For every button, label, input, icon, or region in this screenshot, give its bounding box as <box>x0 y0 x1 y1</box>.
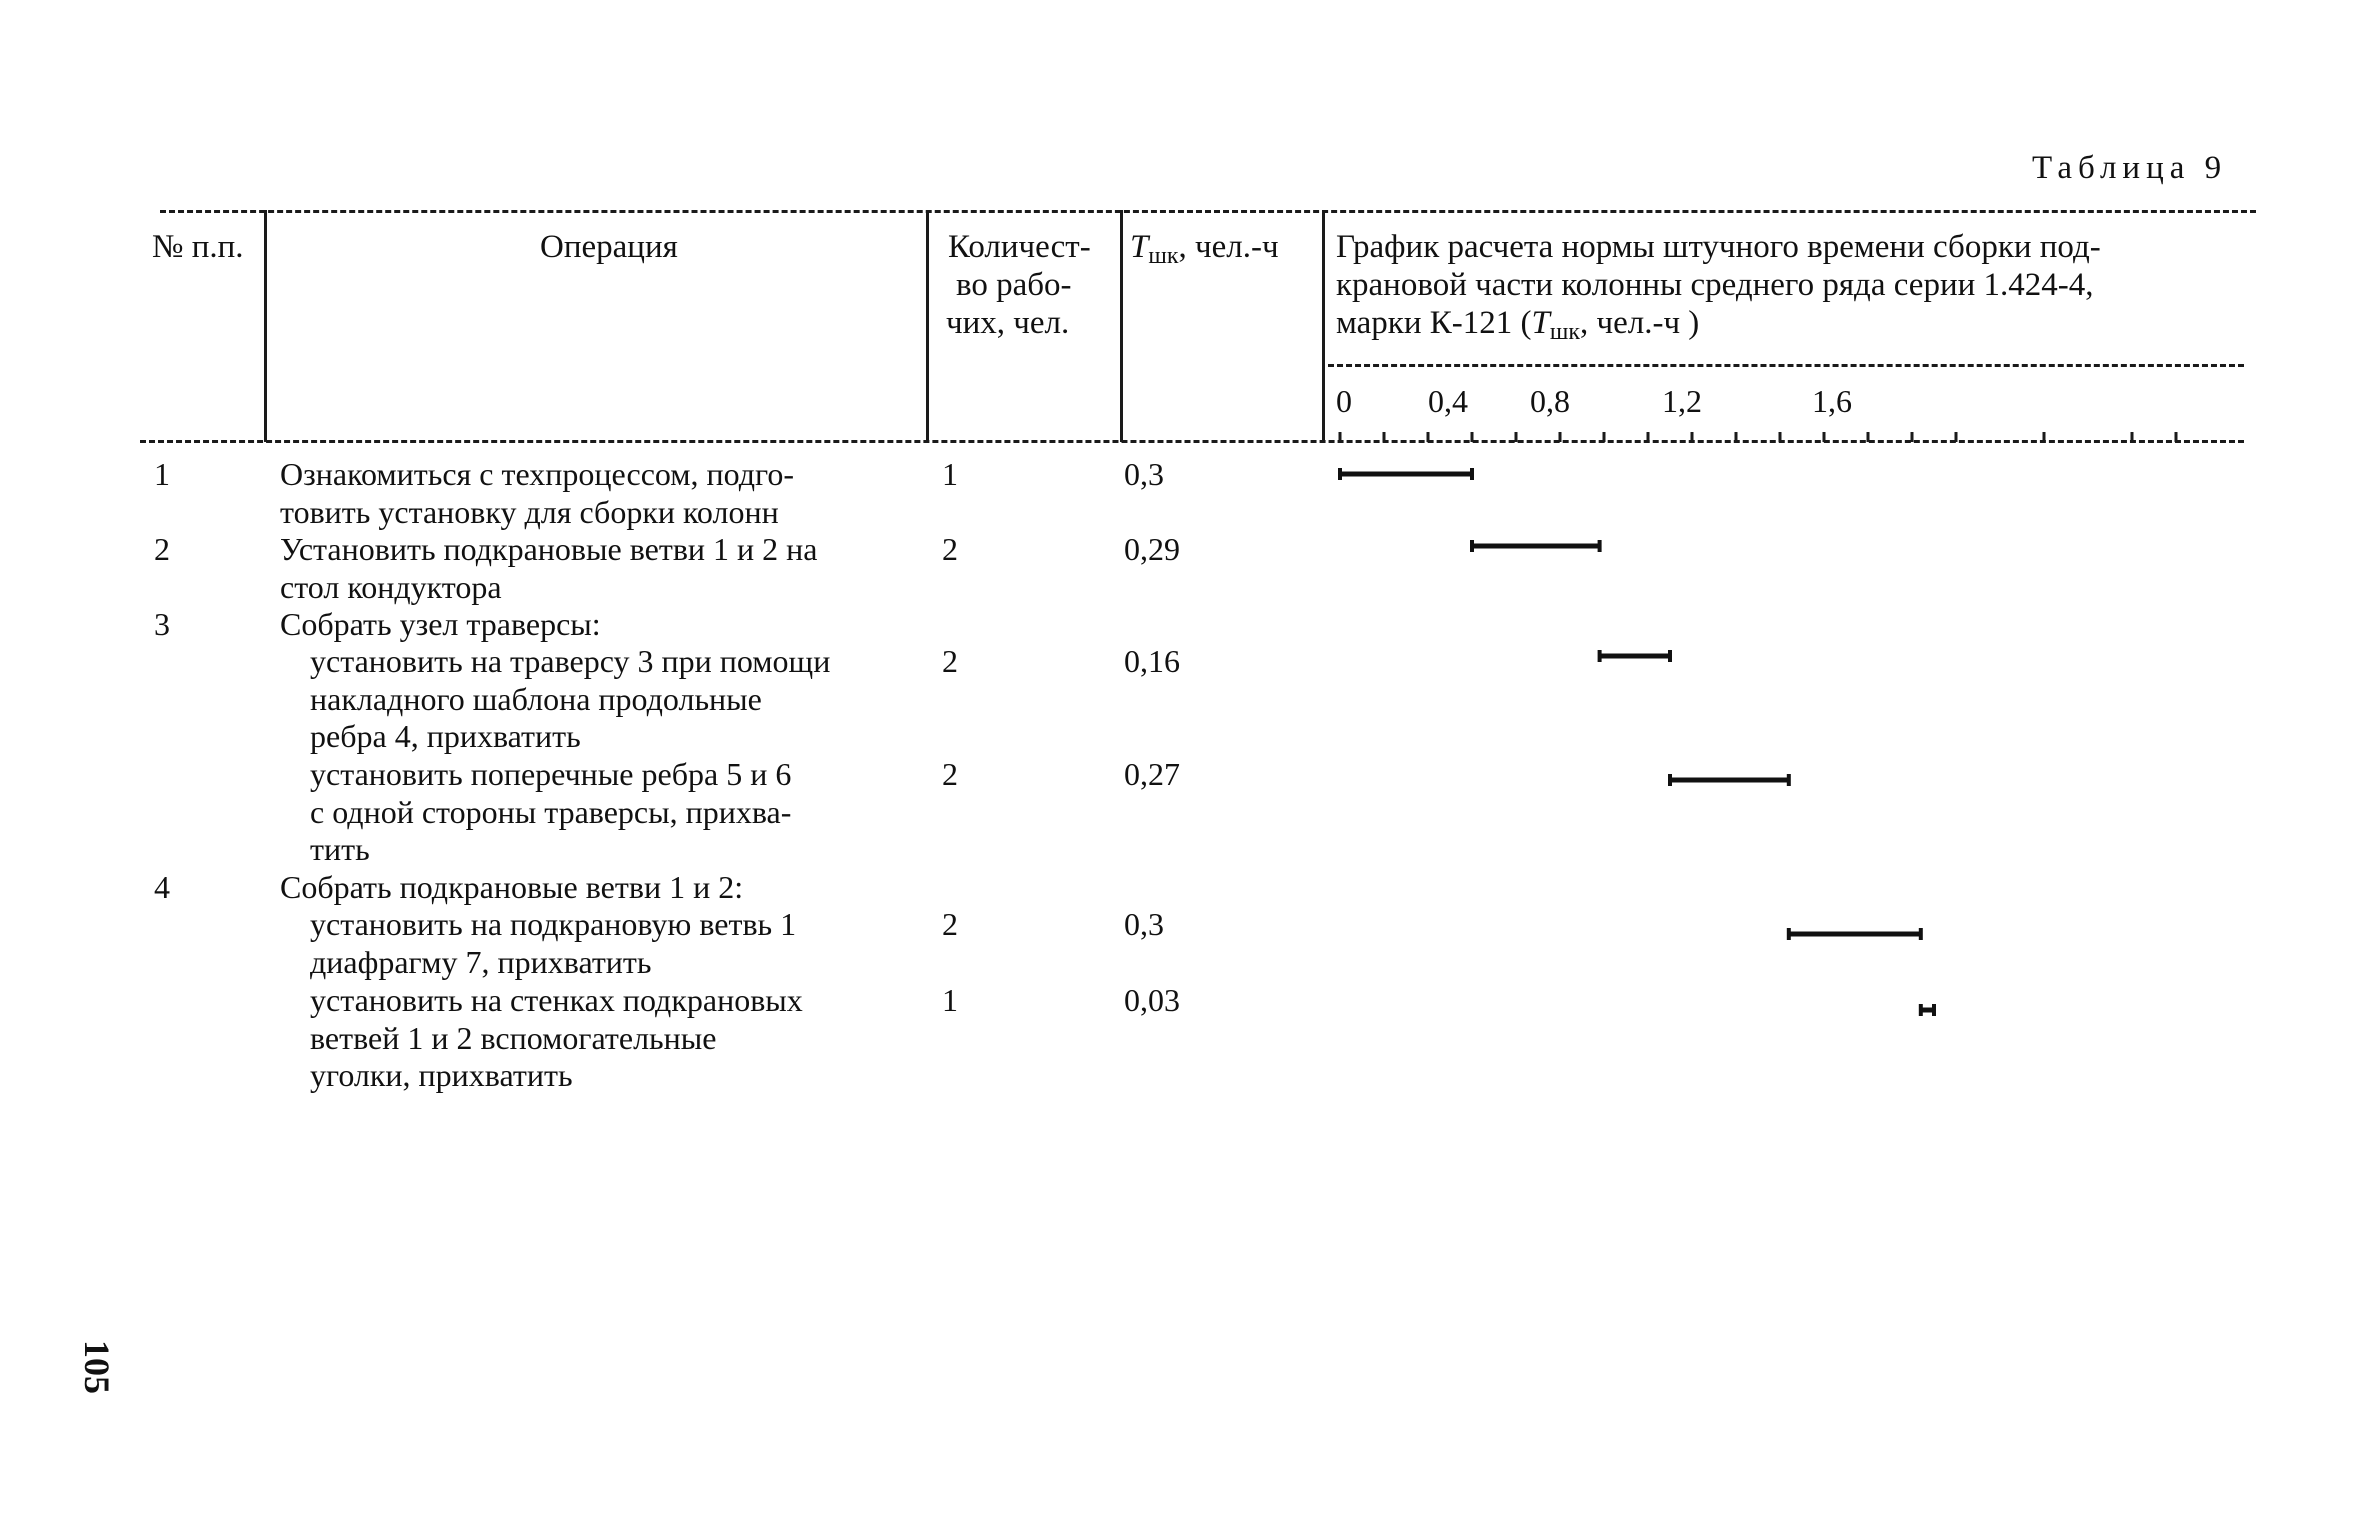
header-operation: Операция <box>540 229 678 265</box>
header-chart-line-3-prefix: марки К-121 ( <box>1336 305 1532 341</box>
scale-label: 1,2 <box>1662 383 1702 419</box>
time-value: 0,3 <box>1124 906 1164 942</box>
scale-label: 0,4 <box>1428 383 1468 419</box>
operation-text-line: установить на траверсу 3 при помощи <box>310 643 831 679</box>
operation-text-line: ребра 4, прихватить <box>310 718 581 754</box>
header-time-symbol: T <box>1130 229 1149 265</box>
scale-label: 1,6 <box>1812 383 1852 419</box>
operation-text-line: диафрагму 7, прихватить <box>310 943 652 980</box>
workers-count: 2 <box>942 756 958 792</box>
time-value: 0,29 <box>1124 531 1180 567</box>
time-value: 0,03 <box>1124 982 1180 1018</box>
gantt-bar <box>1472 540 1600 552</box>
operation-text-line: установить поперечные ребра 5 и 6 <box>310 756 792 792</box>
operation-text-line: Собрать подкрановые ветви 1 и 2: <box>280 869 744 905</box>
header-num: № п.п. <box>152 229 244 265</box>
operation-text-line: установить на стенках подкрановых <box>310 982 803 1018</box>
operation-text-line: с одной стороны траверсы, прихва- <box>310 793 792 830</box>
header-workers-line-1: Количест- <box>948 229 1091 265</box>
time-value: 0,3 <box>1124 456 1164 492</box>
table-title: Таблица 9 <box>2032 150 2228 186</box>
header-chart-line-1: График расчета нормы штучного времени сборки под- <box>1336 229 2101 265</box>
operation-text-line: стол кондуктора <box>280 568 502 605</box>
header-chart-unit: , чел.-ч ) <box>1580 305 1700 341</box>
header-workers-line-2: во рабо- <box>956 267 1072 303</box>
operation-text-line: ветвей 1 и 2 вспомогательные <box>310 1019 717 1056</box>
operation-text-line: Ознакомиться с техпроцессом, подго- <box>280 456 794 492</box>
operation-text-line: Установить подкрановые ветви 1 и 2 на <box>280 531 818 567</box>
header-workers-line-3: чих, чел. <box>946 305 1070 341</box>
header-time-unit: , чел.-ч <box>1178 229 1279 265</box>
gantt-bar <box>1921 1004 1934 1016</box>
gantt-bar <box>1670 774 1789 786</box>
header-chart-subscript: шк <box>1549 319 1580 345</box>
header-time-subscript: шк <box>1148 243 1179 269</box>
time-value: 0,16 <box>1124 643 1180 679</box>
operation-text-line: товить установку для сборки колонн <box>280 493 779 530</box>
time-value: 0,27 <box>1124 756 1180 792</box>
operation-text-line: накладного шаблона продольные <box>310 680 762 717</box>
workers-count: 1 <box>942 982 958 1018</box>
scale-label: 0,8 <box>1530 383 1570 419</box>
row-number: 2 <box>154 531 170 567</box>
operation-text-line: Собрать узел траверсы: <box>280 606 601 642</box>
workers-count: 2 <box>942 531 958 567</box>
workers-count: 2 <box>942 643 958 679</box>
gantt-bar <box>1600 650 1670 662</box>
gantt-bar <box>1789 928 1921 940</box>
header-chart-line-2: крановой части колонны среднего ряда серии 1.424-4, <box>1336 267 2094 303</box>
page-number: 105 <box>77 1340 117 1394</box>
row-number: 1 <box>154 456 170 492</box>
workers-count: 2 <box>942 906 958 942</box>
operation-text-line: тить <box>310 831 370 867</box>
operation-text-line: уголки, прихватить <box>310 1057 573 1093</box>
workers-count: 1 <box>942 456 958 492</box>
gantt-bar <box>1340 468 1472 480</box>
operation-text-line: установить на подкрановую ветвь 1 <box>310 906 797 942</box>
header-chart-symbol: T <box>1531 305 1550 341</box>
row-number: 3 <box>154 606 170 642</box>
row-number: 4 <box>154 869 170 905</box>
scale-label: 0 <box>1336 383 1352 419</box>
